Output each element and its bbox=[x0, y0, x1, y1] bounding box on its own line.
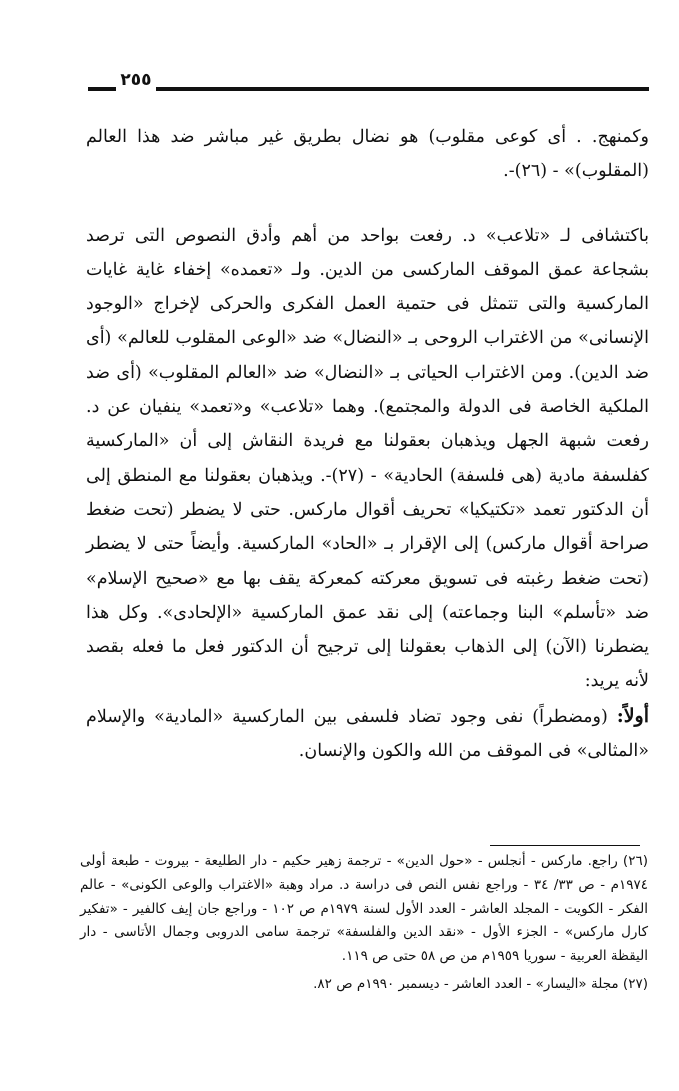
point-one-lead: أولاً: bbox=[616, 704, 649, 727]
header-rule-long bbox=[156, 87, 649, 91]
main-text bbox=[86, 120, 649, 768]
footnote-divider bbox=[490, 845, 640, 846]
footnote-26: (٢٦) راجع. ماركس - أنجلس - «حول الدين» - ترجمة زهير حكيم - دار الطليعة - بيروت - طبعة أولى ١٩٧٤م - ص ٣٣/ ٣٤ - وراجع نفس النص فى دراسة د. مراد وهبة «الاغتراب والوعى الكونى» - عالم الفكر - الكويت - المجلد العاشر - العدد الأول لسنة ١٩٧٩م ص ١٠٢ - وراجع جان إيف كالفير - «تفكير كارل ماركس» - الجزء الأول - «نقد الدين والفلسفة» ترجمة سامى الدروبى وجمال الأتاسى - دار اليقظة العربية - سوريا ١٩٥٩م من ص ٥٨ حتى ص ١١٩. bbox=[80, 853, 648, 965]
page-number: ٢٥٥ bbox=[120, 70, 152, 90]
paragraph-2: باكتشافى لـ «تلاعب» د. رفعت بواحد من أهم وأدق النصوص التى ترصد بشجاعة عمق الموقف الماركسى من الدين. ولـ «تعمده» إخفاء غاية غايات الماركسية والتى تتمثل فى حتمية العمل الفكرى والحركى لإخراج «الوجود الإنسانى» من الاغتراب الروحى بـ «النضال» ضد «الوعى المقلوب للعالم» (أى ضد الدين). ومن الاغتراب الحياتى بـ «النضال» ضد «العالم المقلوب» (أى ضد الملكية الخاصة فى الدولة والمجتمع). وهما «تلاعب» و«تعمد» ينفيان عن د. رفعت شبهة الجهل ويذهبان بعقولنا مع فريدة النقاش إلى أن «الماركسية كفلسفة مادية (هى فلسفة) الحادية» - (٢٧)-. ويذهبان بعقولنا مع المنطق إلى أن الدكتور تعمد «تكتيكيا» تحريف أقوال ماركس. حتى لا يضطر (تحت ضغط صراحة أقوال ماركس) إلى الإقرار بـ «الحاد» الماركسية. وأيضاً حتى لا يضطر (تحت ضغط رغبته فى تسويق معركته كمعركة يقف بها مع «صحيح الإسلام» ضد «تأسلم» البنا وجماعته) إلى نقد عمق الماركسية «الإلحادى». وكل هذا يضطرنا (الآن) إلى الذهاب بعقولنا إلى ترجيح أن الدكتور فعل ما فعله بقصد لأنه يريد: bbox=[86, 225, 649, 692]
paragraph-1: وكمنهج. . أى كوعى مقلوب) هو نضال بطريق غير مباشر ضد هذا العالم (المقلوب)» - (٢٦)-. bbox=[86, 127, 649, 182]
point-one-paragraph bbox=[86, 699, 649, 769]
footnotes bbox=[80, 850, 648, 1001]
header-rule-short bbox=[88, 87, 116, 91]
point-one-text: (ومضطراً) نفى وجود تضاد فلسفى بين الماركسية «المادية» والإسلام «المثالى» فى الموقف من الله والكون والإنسان. bbox=[86, 706, 649, 762]
footnote-27: (٢٧) مجلة «اليسار» - العدد العاشر - ديسمبر ١٩٩٠م ص ٨٢. bbox=[313, 975, 648, 992]
